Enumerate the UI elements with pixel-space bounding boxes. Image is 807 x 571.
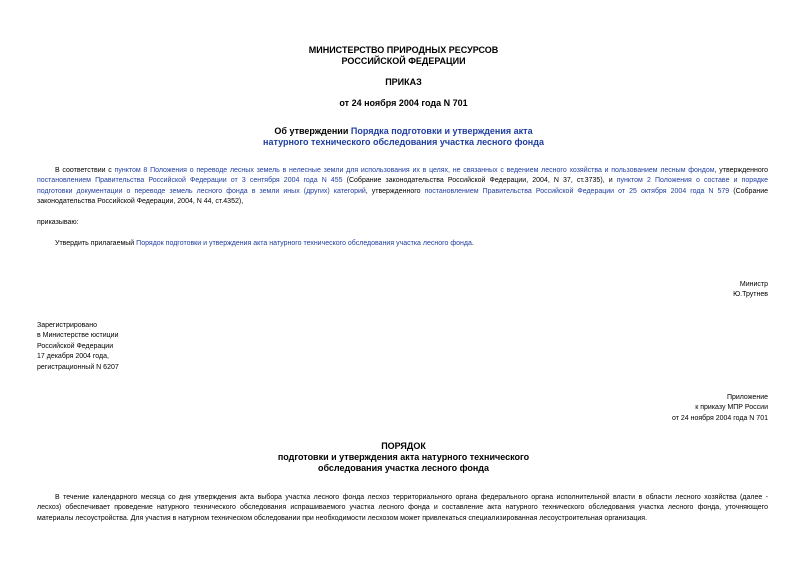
preamble-line1: В соответствии с пунктом 8 Положения о переводе лесных земель в нелесные земли для использования их в целях, не связанных с ведением лесного хозяйства и пользованием лесным фондом, утвержденного xyxy=(55,167,769,174)
appendix-line2: к приказу МПР России xyxy=(695,404,768,412)
registration-line1: Зарегистрировано xyxy=(37,322,97,329)
registration-line5: регистрационный N 6207 xyxy=(37,363,119,371)
appendix-line1: Приложение xyxy=(726,394,768,401)
title-procedure-link[interactable]: Порядка подготовки и утверждения акта xyxy=(350,126,533,136)
signature-name: Ю.Трутнев xyxy=(733,291,768,298)
link-resolution-455[interactable]: постановлением Правительства Российской Федерации от 3 сентября 2004 года N 455 xyxy=(37,177,343,185)
link-resolution-579[interactable]: постановлением Правительства Российской Федерации от 25 октября 2004 года N 579 xyxy=(424,187,730,195)
registration-line2: в Министерстве юстиции xyxy=(37,332,119,340)
document-type: ПРИКАЗ xyxy=(385,77,422,87)
procedure-text-line1: В течение календарного месяца со дня утверждения акта выбора участка лесного фонда лесхоз территориального органа федерального органа исполнительной власти в области лесного хозяйства (далее - xyxy=(55,494,768,501)
document-date-number: от 24 ноября 2004 года N 701 xyxy=(339,98,468,108)
link-regulation-item-2-cont[interactable]: подготовки документации о переводе земель лесного фонда в земли иных (других) категорий xyxy=(37,187,366,195)
link-procedure[interactable]: Порядок подготовки и утверждения акта натурного технического обследования участка лесного фонда xyxy=(136,239,472,247)
procedure-title-line2: подготовки и утверждения акта натурного технического xyxy=(277,452,530,462)
registration-line3: Российской Федерации xyxy=(37,342,114,350)
registration-line4: 17 декабря 2004 года, xyxy=(37,353,109,361)
procedure-title-line1: ПОРЯДОК xyxy=(381,441,426,451)
appendix-line3: от 24 ноября 2004 года N 701 xyxy=(672,414,768,422)
ministry-name-line2: РОССИЙСКОЙ ФЕДЕРАЦИИ xyxy=(341,56,466,66)
document-title xyxy=(0,126,807,137)
preamble-line4: законодательства Российской Федерации, 2004, N 44, ст.4352), xyxy=(37,198,244,206)
title-line2-link[interactable]: натурного технического обследования участка лесного фонда xyxy=(263,137,544,147)
procedure-title-line3: обследования участка лесного фонда xyxy=(317,463,490,473)
signature-position: Министр xyxy=(739,280,768,288)
preamble-line3: подготовки документации о переводе земель лесного фонда в земли иных (других) категорий, утвержденного постановлением Правительства Российской Федерации от 25 октября 2004 года N 579 (Собрание xyxy=(37,187,769,195)
ministry-name-line1: МИНИСТЕРСТВО ПРИРОДНЫХ РЕСУРСОВ xyxy=(308,45,499,55)
link-regulation-item-2[interactable]: пунктом 2 Положения о составе и порядке xyxy=(616,177,768,185)
procedure-text-line2: лесхоз) обеспечивает проведение натурного технического обследования испрашиваемого участка лесного фонда и составление акта натурного технического обследования участка лесного фонда, уточняющего xyxy=(37,504,768,512)
approve-paragraph: Утвердить прилагаемый Порядок подготовки и утверждения акта натурного технического обследования участка лесного фонда. xyxy=(55,239,474,247)
preamble-line2: постановлением Правительства Российской Федерации от 3 сентября 2004 года N 455 (Собрание законодательства Российской Федерации, 2004, N 37, ст.3735), и пунктом 2 Положения о составе и порядке xyxy=(37,177,768,185)
procedure-text-line3: материалы лесоустройства. Для участия в натурном техническом обследовании при необходимости лесхозом может привлекаться специализированная лесоустроительная организация. xyxy=(37,514,648,522)
title-prefix: Об утверждении xyxy=(274,126,351,136)
link-regulation-item-8[interactable]: пунктом 8 Положения о переводе лесных земель в нелесные земли для использования их в целях, не связанных с ведением лесного хозяйства и пользованием лесным фондом xyxy=(114,167,715,174)
order-word: приказываю: xyxy=(37,219,79,226)
